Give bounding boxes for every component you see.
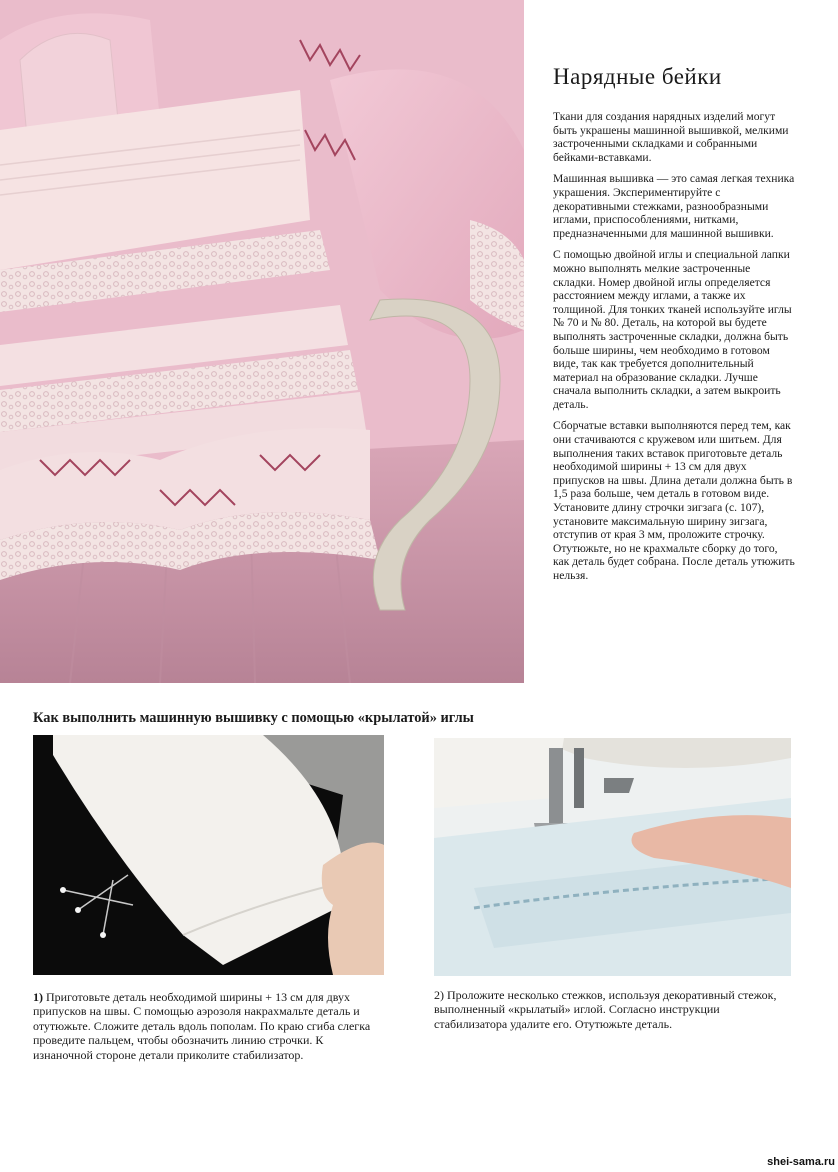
pink-dress-photo <box>0 0 524 683</box>
sewing-machine-photo <box>434 738 791 976</box>
paragraph-machine-embroidery: Машинная вышивка — это самая легкая техника украшения. Экспериментируйте с декоративными стежками, разнообразными иглами, приспособлениями, нитками, предназначенными для машинной вышивки. <box>553 172 795 240</box>
step-1-text: Приготовьте деталь необходимой ширины + 13 см для двух припусков на швы. С помощью аэрозоля накрахмальте деталь и отутюжьте. Сложите деталь вдоль пополам. По краю сгиба слегка проведите пальцем, чтобы обозначить линию строчки. К изнаночной стороне детали приколите стабилизатор. <box>33 990 371 1062</box>
step-2-number: 2) <box>434 988 444 1002</box>
sewing-machine-illustration <box>434 738 791 976</box>
site-watermark: shei-sama.ru <box>767 1156 835 1168</box>
paragraph-gathered-inserts: Сборчатые вставки выполняются перед тем, как они стачиваются с кружевом или шитьем. Для выполнения таких вставок приготовьте деталь необходимой ширины + 13 см для двух припусков на швы. Длина детали должна быть в 1,5 раза больше, чем деталь в готовом виде. Установите длину строчки зигзага (с. 107), установите максимальную ширину зигзага, отступив от края 3 мм, проложите строчку. Отутюжьте, но не крахмальте сборку до того, как деталь будет собрана. После деталь утюжить нельзя. <box>553 419 795 582</box>
paragraph-pintucks: С помощью двойной иглы и специальной лапки можно выполнять мелкие застроченные складки. Номер двойной иглы определяется расстоянием между иглами, а также их толщиной. Для тонких тканей используйте иглы № 70 и № 80. Деталь, на которой вы будете выполнять застроченные складки, должна быть больше ширины, чем необходимо в готовом виде, так как требуется дополнительный материал на образование складки. Лучше сначала выполнить складки, а затем выкроить деталь. <box>553 248 792 411</box>
fabric-strip-with-pins-photo <box>33 735 384 975</box>
step-2-text: Проложите несколько стежков, используя декоративный стежок, выполненный «крылатый» иглой. Согласно инструкции стабилизатора удалите его. Отутюжьте деталь. <box>434 988 777 1031</box>
pink-dress-illustration <box>0 0 524 683</box>
paragraph-intro: Ткани для создания нарядных изделий могут быть украшены машинной вышивкой, мелкими застроченными складками и собранными бейками-вставками. <box>553 110 789 164</box>
page-title: Нарядные бейки <box>553 64 722 89</box>
step-2-caption <box>434 988 794 1031</box>
step-1-caption <box>33 990 384 1062</box>
fabric-strip-illustration <box>33 735 384 975</box>
article-body <box>553 110 795 591</box>
step-1-number: 1) <box>33 990 43 1004</box>
section-heading: Как выполнить машинную вышивку с помощью «крылатой» иглы <box>33 710 474 726</box>
